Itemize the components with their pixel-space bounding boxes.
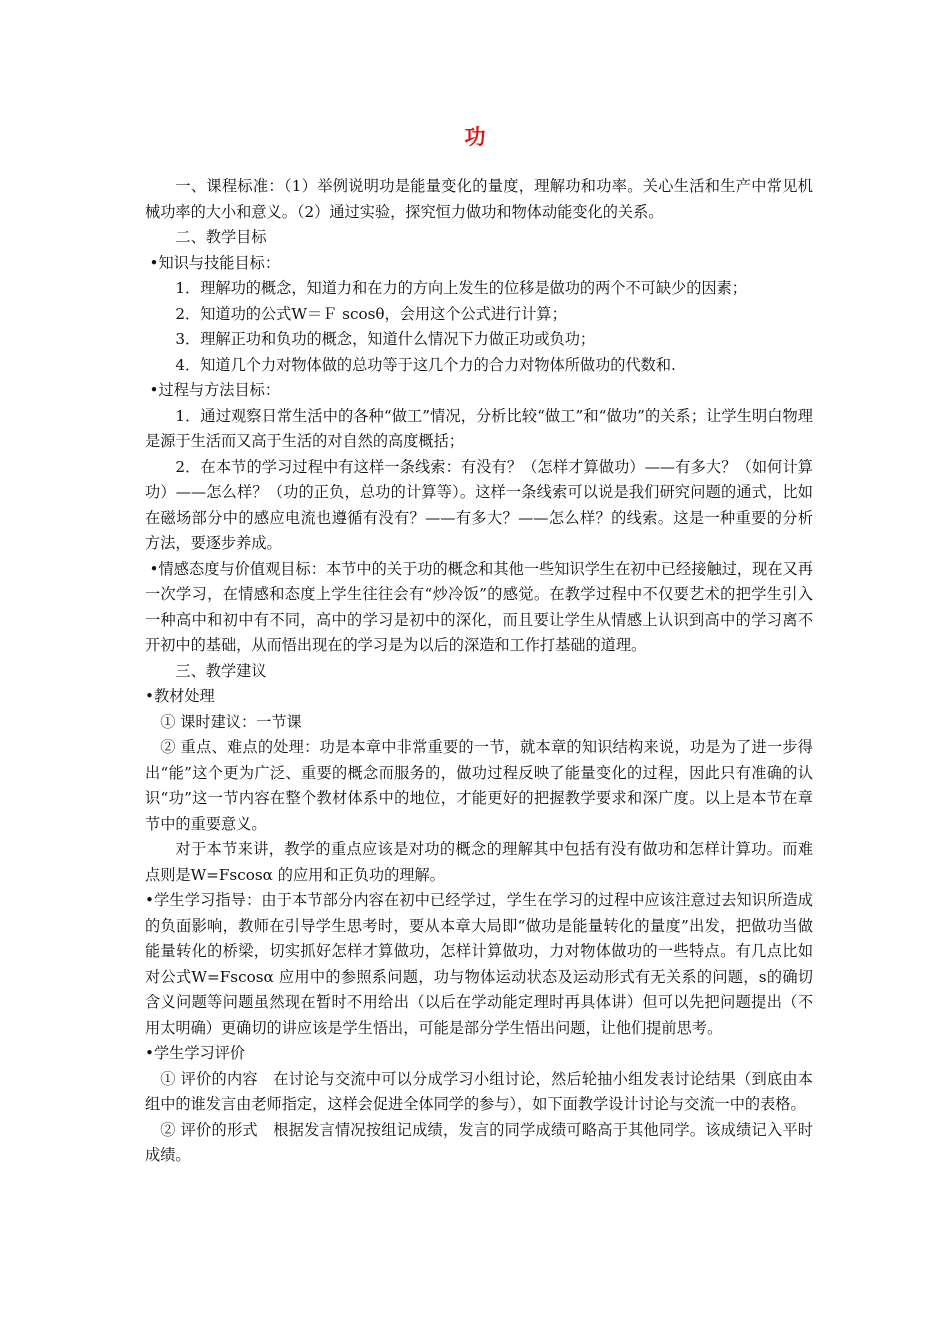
paragraph: 2．知道功的公式W＝Ｆ scosθ，会用这个公式进行计算； (175, 304, 567, 323)
paragraph: •教材处理 (145, 687, 215, 705)
paragraph: •学生学习评价 (145, 1044, 246, 1062)
paragraph: ② 评价的形式 根据发言情况按组记成绩，发言的同学成绩可略高于其他同学。该成绩记入平时成绩。 (145, 1120, 813, 1164)
paragraph: •情感态度与价值观目标：本节中的关于功的概念和其他一些知识学生在初中已经接触过，现在又再一次学习，在情感和态度上学生往往会有“炒冷饭”的感觉。在教学过程中不仅要艺术的把学生引入一种高中和初中有不同，高中的学习是初中的深化，而且要让学生从情感上认识到高中的学习离不开初中的基础，从而悟出现在的学习是为以后的深造和工作打基础的道理。 (145, 559, 813, 654)
paragraph: ② 重点、难点的处理：功是本章中非常重要的一节，就本章的知识结构来说，功是为了进一步得出“能”这个更为广泛、重要的概念而服务的，做功过程反映了能量变化的过程，因此只有准确的认识“功”这一节内容在整个教材体系中的地位，才能更好的把握教学要求和深广度。以上是本节在章节中的重要意义。 (145, 738, 813, 833)
document-body (145, 174, 813, 1169)
paragraph: 3．理解正功和负功的概念，知道什么情况下力做正功或负功； (175, 330, 596, 348)
paragraph: 对于本节来讲，教学的重点应该是对功的概念的理解其中包括有没有做功和怎样计算功。而难点则是W=Fscosα 的应用和正负功的理解。 (145, 840, 813, 884)
paragraph: ① 评价的内容 在讨论与交流中可以分成学习小组讨论，然后轮抽小组发表讨论结果（到底由本组中的谁发言由老师指定，这样会促进全体同学的参与），如下面教学设计讨论与交流一中的表格。 (145, 1069, 813, 1113)
paragraph: 2．在本节的学习过程中有这样一条线索：有没有？（怎样才算做功）——有多大？（如何计算功）——怎么样？（功的正负，总功的计算等）。这样一条线索可以说是我们研究问题的通式，比如在磁场部分中的感应电流也遵循有没有？——有多大？——怎么样？的线索。这是一种重要的分析方法，要逐步养成。 (145, 457, 813, 552)
paragraph: 一、课程标准：（1）举例说明功是能量变化的量度，理解功和功率。关心生活和生产中常见机械功率的大小和意义。（2）通过实验，探究恒力做功和物体动能变化的关系。 (145, 177, 813, 221)
paragraph: 三、教学建议 (175, 661, 267, 680)
paragraph: •过程与方法目标： (149, 381, 281, 399)
paragraph: 1．理解功的概念，知道力和在力的方向上发生的位移是做功的两个不可缺少的因素； (175, 279, 747, 297)
paragraph: 二、教学目标 (175, 228, 267, 246)
paragraph: 1．通过观察日常生活中的各种“做工”情况，分析比较“做工”和“做功”的关系；让学生明白物理是源于生活而又高于生活的对自然的高度概括； (145, 406, 813, 450)
paragraph: •学生学习指导：由于本节部分内容在初中已经学过，学生在学习的过程中应该注意过去知识所造成的负面影响，教师在引导学生思考时，要从本章大局即“做功是能量转化的量度”出发，把做功当做能量转化的桥梁，切实抓好怎样才算做功，怎样计算做功，力对物体做功的一些特点。有几点比如对公式W=Fscosα 应用中的参照系问题，功与物体运动状态及运动形式有无关系的问题，s的确切含义问题等问题虽然现在暂时不用给出（以后在学动能定理时再具体讲）但可以先把问题提出（不用太明确）更确切的讲应该是学生悟出，可能是部分学生悟出问题，让他们提前思考。 (145, 891, 813, 1037)
paragraph: ① 课时建议：一节课 (160, 712, 302, 731)
paragraph: 4．知道几个力对物体做的总功等于这几个力的合力对物体所做功的代数和. (175, 355, 676, 374)
document-title: 功 (464, 125, 486, 149)
paragraph: •知识与技能目标： (149, 253, 281, 272)
